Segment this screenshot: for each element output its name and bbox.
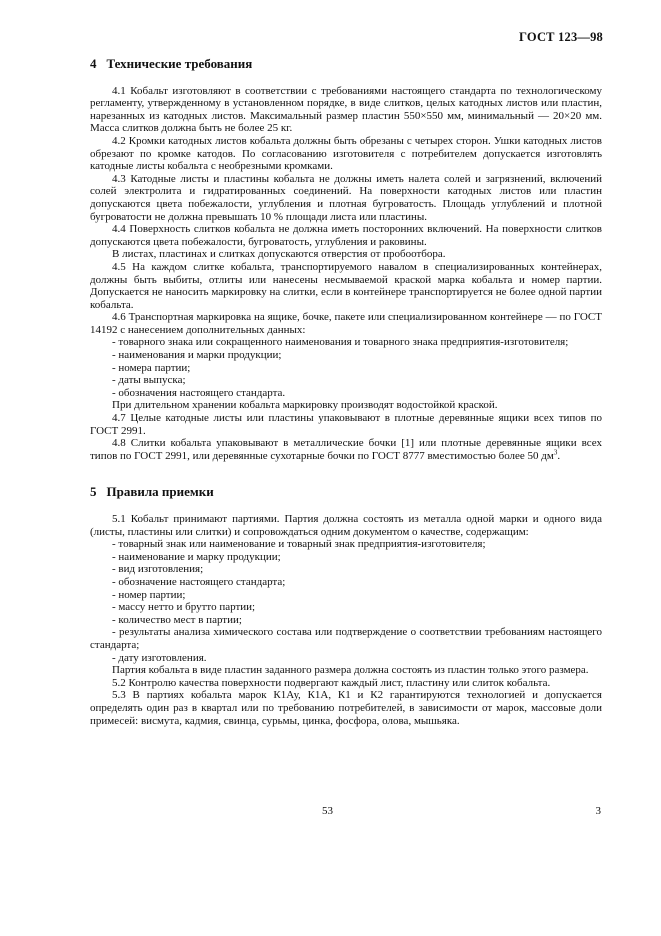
- paragraph-4-1: 4.1 Кобальт изготовляют в соответствии с требованиями настоящего стандарта по технологическому регламенту, утвержденному в установленном порядке, в виде слитков, целых катодных листов или пластин, нарезанных из катодных листов. Максимальный размер пластин 550×550 мм, минимальный — 20×20 мм. Масса слитков должна быть не более 25 кг.: [90, 84, 602, 135]
- list-item: - дату изготовления.: [112, 651, 207, 664]
- paragraph-5-1b: Партия кобальта в виде пластин заданного размера должна состоять из пластин только этого размера.: [112, 664, 589, 677]
- paragraph-4-7: 4.7 Целые катодные листы или пластины упаковывают в плотные деревянные ящики всех типов по ГОСТ 2991.: [90, 412, 602, 437]
- paragraph-4-6b: При длительном хранении кобальта маркировку производят водостойкой краской.: [112, 399, 498, 412]
- paragraph-5-3: 5.3 В партиях кобальта марок К1Ау, К1А, К1 и К2 гарантируются технологией и допускается определять один раз в квартал или по требованию потребителей, в зависимости от марок, массовые доли примесей: висмута, кадмия, свинца, сурьмы, цинка, фосфора, олова, мышьяка.: [90, 689, 602, 727]
- superscript-3: 3: [553, 448, 558, 457]
- paragraph-4-6: 4.6 Транспортная маркировка на ящике, бочке, пакете или специализированном контейнере — по ГОСТ 14192 с нанесением дополнительных данных:: [90, 311, 602, 336]
- paragraph-5-1: 5.1 Кобальт принимают партиями. Партия должна состоять из металла одной марки и одного вида (листы, пластины или слитки) и сопровождаться одним документом о качестве, содержащим:: [90, 513, 602, 538]
- paragraph-4-8-text: 4.8 Слитки кобальта упаковывают в металлические бочки [1] или плотные деревянные ящики всех типов по ГОСТ 2991, или деревянные сухотарные бочки по ГОСТ 8777 вместимостью более 50 дм: [90, 437, 602, 462]
- paragraph-4-5: 4.5 На каждом слитке кобальта, транспортируемого навалом в специализированных контейнерах, должны быть выбиты, отлиты или нанесены несмываемой краской марка кобальта и номер партии. Допускается не наносить маркировку на слитки, если в контейнере транспортируется не более одной партии кобальта.: [90, 260, 602, 311]
- section-5-heading: [90, 486, 602, 499]
- section-5-number: 5: [90, 484, 97, 500]
- paragraph-4-3: 4.3 Катодные листы и пластины кобальта не должны иметь налета солей и загрязнений, включений солей электролита и гидратированных соединений. На поверхности катодных листов или пластин допускаются цвета побежалости, углубления и плотная бугроватость. Площадь углублений и плотной бугроватости не должна превышать 10 % площади листа или пластины.: [90, 172, 602, 223]
- list-item: - номер партии;: [112, 588, 186, 601]
- paragraph-4-2: 4.2 Кромки катодных листов кобальта должны быть обрезаны с четырех сторон. Ушки катодных листов обрезают по кромке катодов. По согласованию изготовителя с потребителем допускается изготовлять катодные листы кобальта с необрезными кромками.: [90, 134, 602, 173]
- list-item: - наименование и марку продукции;: [112, 550, 281, 563]
- section-4-number: 4: [90, 56, 97, 71]
- list-item: - товарный знак или наименование и товарный знак предприятия-изготовителя;: [112, 538, 486, 551]
- paragraph-4-4b: В листах, пластинах и слитках допускаются отверстия от пробоотбора.: [112, 248, 446, 261]
- section-4-heading: [90, 58, 602, 71]
- document-code: ГОСТ 123—98: [519, 30, 603, 44]
- list-item: - товарного знака или сокращенного наименования и товарного знака предприятия-изготовителя;: [112, 336, 569, 349]
- list-item: - наименования и марки продукции;: [112, 349, 282, 362]
- list-item: - массу нетто и брутто партии;: [112, 601, 256, 614]
- section-5-title: Правила приемки: [106, 484, 214, 500]
- list-item: - даты выпуска;: [112, 374, 186, 387]
- list-item: - результаты анализа химического состава или подтверждение о соответствии требованиям настоящего стандарта;: [90, 626, 602, 651]
- document-body: [90, 58, 602, 727]
- page-number: 53: [322, 805, 333, 817]
- list-item: - вид изготовления;: [112, 563, 204, 576]
- section-4-title: Технические требования: [106, 56, 253, 71]
- list-item: - обозначение настоящего стандарта;: [112, 575, 286, 588]
- paragraph-4-8: [90, 437, 602, 462]
- list-item: - количество мест в партии;: [112, 613, 242, 626]
- list-item: - обозначения настоящего стандарта.: [112, 386, 286, 399]
- paragraph-4-8-end: .: [557, 449, 561, 462]
- list-item: - номера партии;: [112, 361, 191, 374]
- paragraph-4-4: 4.4 Поверхность слитков кобальта не должна иметь посторонних включений. На поверхности слитков допускаются цвета побежалости, бугроватость, углубления и раковины.: [90, 223, 602, 248]
- sheet-number: 3: [595, 805, 601, 817]
- paragraph-5-2: 5.2 Контролю качества поверхности подвергают каждый лист, пластину или слиток кобальта.: [112, 676, 551, 689]
